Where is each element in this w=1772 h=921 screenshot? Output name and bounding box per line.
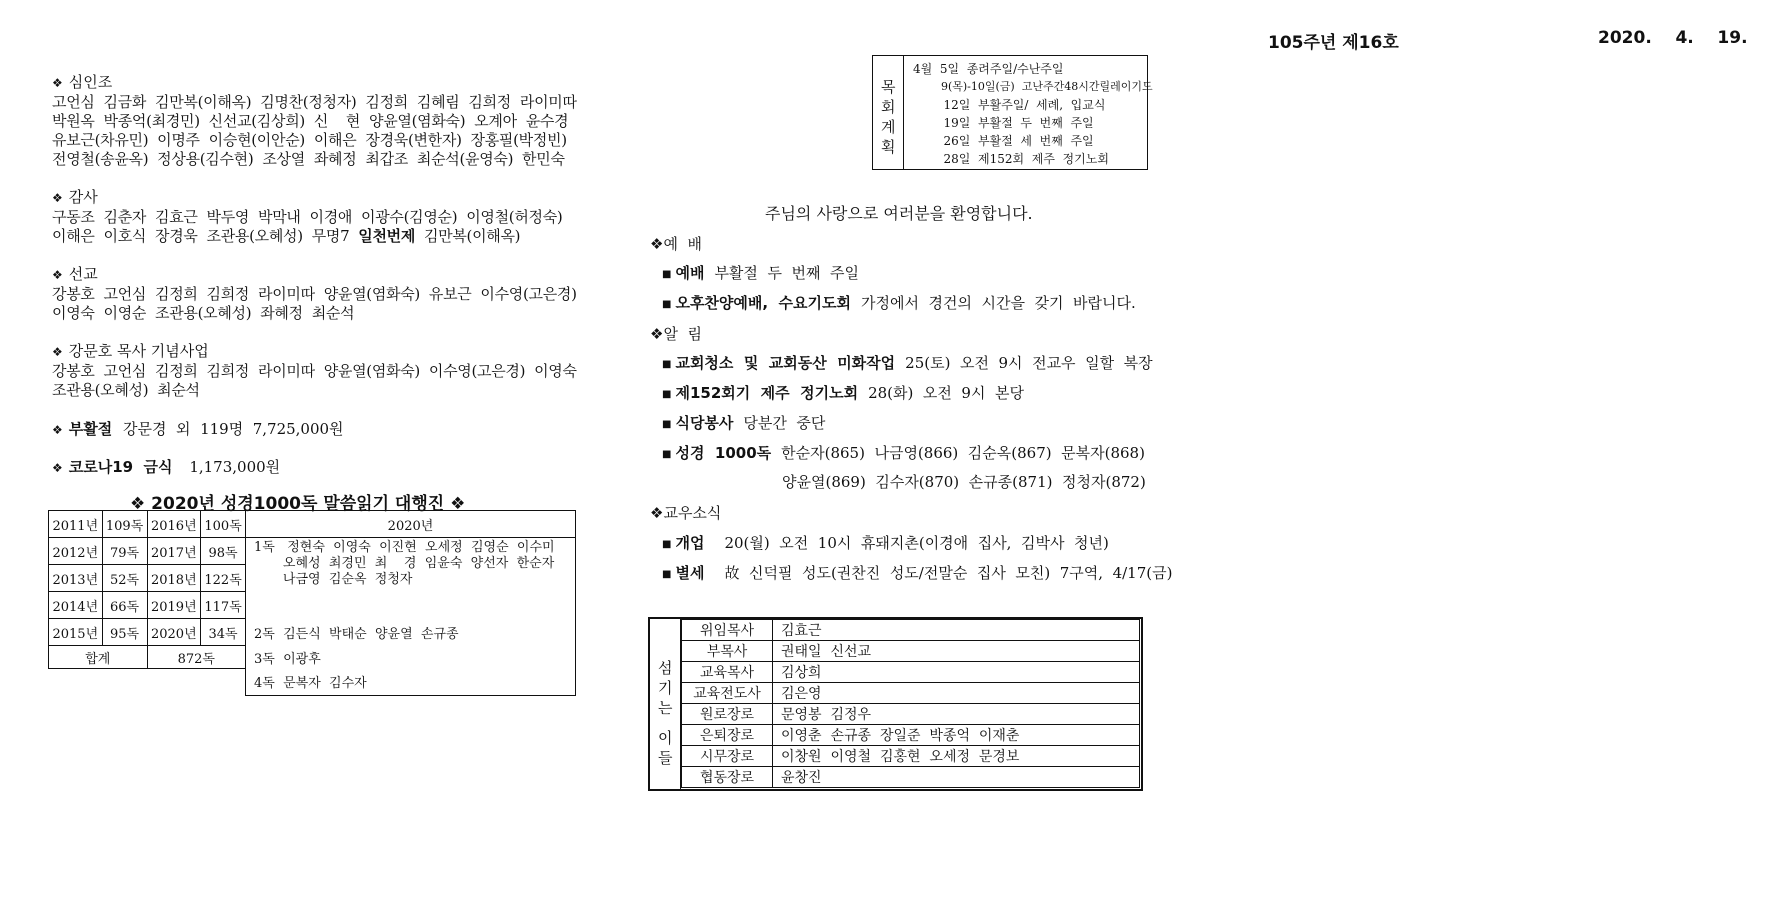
schedule-line: 26일 부활절 세 번째 주일 bbox=[913, 134, 1094, 148]
square-bullet-icon: ■ bbox=[662, 419, 672, 430]
role-cell: 교육전도사 bbox=[682, 683, 773, 704]
side-char: 회 bbox=[881, 98, 896, 116]
side-char: 획 bbox=[881, 138, 896, 156]
text-line: 조관용(오혜성) 최순석 bbox=[52, 381, 200, 399]
section-mission bbox=[52, 264, 592, 323]
notice-item bbox=[662, 352, 1153, 373]
schedule-box bbox=[872, 55, 1153, 170]
table-cell: 2018년 bbox=[147, 565, 201, 592]
news-item bbox=[662, 532, 1109, 553]
text-line: 2독 김든식 박태순 양윤열 손규종 bbox=[254, 626, 459, 642]
names-cell: 권태일 신선교 bbox=[773, 641, 1140, 662]
schedule-side-label bbox=[873, 56, 904, 169]
section-memorial bbox=[52, 341, 592, 400]
table-row bbox=[49, 669, 576, 696]
servants-side-label bbox=[650, 619, 681, 789]
table-cell: 100독 bbox=[201, 511, 246, 538]
highlight-text: 일천번제 bbox=[358, 227, 416, 245]
item-text: 故 신덕필 성도(권찬진 성도/전말순 집사 모친) 7구역, 4/17(금) bbox=[724, 564, 1173, 582]
section-title: 강문호 목사 기념사업 bbox=[68, 342, 209, 360]
item-head: 제152회기 제주 정기노회 bbox=[675, 384, 859, 402]
table-cell bbox=[246, 619, 576, 646]
schedule-line: 4월 5일 종려주일/수난주일 bbox=[913, 62, 1064, 76]
side-char: 목 bbox=[881, 78, 896, 96]
schedule-line: 12일 부활주일/ 세례, 입교식 bbox=[913, 98, 1106, 112]
diamond-icon: ❖ bbox=[444, 494, 466, 514]
reading-table bbox=[48, 510, 576, 696]
news-item bbox=[662, 562, 1172, 583]
item-text: 한순자(865) 나금영(866) 김순옥(867) 문복자(868) bbox=[781, 444, 1145, 462]
reading-title-text: 2020년 성경1000독 말씀읽기 대행진 bbox=[151, 494, 445, 514]
section-title: 부활절 bbox=[68, 420, 113, 438]
item-text: 부활절 두 번째 주일 bbox=[714, 264, 859, 282]
square-bullet-icon: ■ bbox=[662, 269, 672, 280]
easter-offering: 강문경 외 119명 7,725,000원 bbox=[123, 420, 344, 438]
table-cell: 2016년 bbox=[147, 511, 201, 538]
table-cell: 52독 bbox=[102, 565, 147, 592]
table-cell: 2019년 bbox=[147, 592, 201, 619]
notice-item bbox=[662, 382, 1024, 403]
side-char: 섬 bbox=[658, 659, 673, 677]
text-line bbox=[52, 227, 592, 246]
table-cell: 2020년 bbox=[147, 619, 201, 646]
table-cell bbox=[246, 538, 576, 619]
table-cell: 122독 bbox=[201, 565, 246, 592]
item-text: 당분간 중단 bbox=[743, 414, 826, 432]
diamond-icon: ❖ bbox=[52, 191, 63, 205]
names-cell: 김은영 bbox=[773, 683, 1140, 704]
notice-item-continued: 양윤열(869) 김수자(870) 손규종(871) 정청자(872) bbox=[782, 473, 1146, 491]
text-line: 박원옥 박종억(최경민) 신선교(김상희) 신 현 양윤열(염화숙) 오계아 윤수경 bbox=[52, 112, 569, 130]
square-bullet-icon: ■ bbox=[662, 389, 672, 400]
role-cell: 시무장로 bbox=[682, 746, 773, 767]
text-line: 오혜성 최경민 최 경 임윤숙 양선자 한순자 bbox=[254, 556, 555, 571]
text-line: 강봉호 고언심 김정희 김희정 라이미따 양윤열(염화숙) 이수영(고은경) 이영숙 bbox=[52, 362, 577, 380]
table-row bbox=[682, 767, 1140, 788]
item-head: 성경 1000독 bbox=[675, 444, 772, 462]
table-cell: 95독 bbox=[102, 619, 147, 646]
table-row bbox=[49, 646, 576, 669]
item-text: 28(화) 오전 9시 본당 bbox=[868, 384, 1024, 402]
square-bullet-icon: ■ bbox=[662, 569, 672, 580]
diamond-icon: ❖ bbox=[52, 345, 63, 359]
diamond-icon: ❖ bbox=[650, 504, 664, 522]
issue-number: 105주년 제16호 bbox=[1268, 33, 1399, 53]
schedule-line: 28일 제152회 제주 정기노회 bbox=[913, 152, 1109, 166]
welcome-text: 주님의 사랑으로 여러분을 환영합니다. bbox=[765, 204, 1033, 223]
text-span: 이해은 이호식 장경욱 조관용(오혜성) 무명7 bbox=[52, 227, 359, 245]
side-char: 는 bbox=[658, 699, 673, 717]
news-header bbox=[650, 502, 721, 523]
text-line: 전영철(송윤옥) 정상용(김수현) 조상열 좌혜정 최갑조 최순석(윤영숙) 한민숙 bbox=[52, 150, 565, 168]
text-line: 3독 이광후 bbox=[254, 651, 321, 667]
table-row bbox=[49, 511, 576, 538]
item-head: 예배 bbox=[675, 264, 705, 282]
role-cell: 교육목사 bbox=[682, 662, 773, 683]
table-row bbox=[682, 662, 1140, 683]
table-cell: 34독 bbox=[201, 619, 246, 646]
text-line: 이영숙 이영순 조관용(오혜성) 좌혜정 최순석 bbox=[52, 304, 355, 322]
table-cell: 66독 bbox=[102, 592, 147, 619]
role-cell: 은퇴장로 bbox=[682, 725, 773, 746]
worship-item bbox=[662, 262, 859, 283]
item-head: 오후찬양예배, 수요기도회 bbox=[675, 294, 851, 312]
side-char: 이 bbox=[658, 729, 673, 747]
square-bullet-icon: ■ bbox=[662, 539, 672, 550]
square-bullet-icon: ■ bbox=[662, 299, 672, 310]
servants-table bbox=[681, 619, 1140, 788]
item-text: 25(토) 오전 9시 전교우 일할 복장 bbox=[905, 354, 1153, 372]
table-cell: 109독 bbox=[102, 511, 147, 538]
text-line: 고언심 김금화 김만복(이해옥) 김명찬(정청자) 김정희 김혜림 김희정 라이미따 bbox=[52, 93, 577, 111]
header-text: 알 림 bbox=[663, 325, 702, 343]
table-cell: 2011년 bbox=[49, 511, 103, 538]
section-simin bbox=[52, 72, 592, 169]
names-cell: 윤창진 bbox=[773, 767, 1140, 788]
section-fasting bbox=[52, 456, 280, 478]
table-row bbox=[682, 725, 1140, 746]
table-cell: 2020년 bbox=[246, 511, 576, 538]
table-row bbox=[49, 538, 576, 565]
square-bullet-icon: ■ bbox=[662, 449, 672, 460]
table-row bbox=[682, 704, 1140, 725]
table-row bbox=[682, 746, 1140, 767]
table-cell: 2012년 bbox=[49, 538, 103, 565]
notice-item bbox=[662, 442, 1145, 463]
square-bullet-icon: ■ bbox=[662, 359, 672, 370]
text-line: 4독 문복자 김수자 bbox=[254, 676, 367, 691]
worship-header bbox=[650, 233, 702, 254]
side-char: 들 bbox=[658, 749, 673, 767]
section-title: 선교 bbox=[68, 265, 98, 283]
text-span: 김만복(이해옥) bbox=[415, 227, 521, 245]
section-title: 코로나19 금식 bbox=[68, 458, 173, 476]
side-char: 계 bbox=[881, 118, 896, 136]
role-cell: 원로장로 bbox=[682, 704, 773, 725]
item-head: 개업 bbox=[675, 534, 705, 552]
diamond-icon: ❖ bbox=[52, 268, 63, 282]
table-cell: 합계 bbox=[49, 646, 148, 669]
section-thanks bbox=[52, 187, 592, 246]
text-line: 유보근(차유민) 이명주 이승현(이안순) 이해은 장경욱(변한자) 장홍필(박정빈) bbox=[52, 131, 567, 149]
table-cell: 2014년 bbox=[49, 592, 103, 619]
item-text: 20(월) 오전 10시 휴돼지촌(이경애 집사, 김박사 청년) bbox=[724, 534, 1109, 552]
table-cell bbox=[246, 669, 576, 696]
diamond-icon: ❖ bbox=[52, 76, 63, 90]
names-cell: 김효근 bbox=[773, 620, 1140, 641]
table-cell: 79독 bbox=[102, 538, 147, 565]
header-text: 예 배 bbox=[663, 235, 702, 253]
table-cell: 2015년 bbox=[49, 619, 103, 646]
table-row bbox=[49, 619, 576, 646]
names-cell: 김상희 bbox=[773, 662, 1140, 683]
section-easter bbox=[52, 418, 344, 440]
fasting-offering: 1,173,000원 bbox=[189, 458, 281, 476]
table-cell bbox=[49, 669, 246, 696]
text-line: 강봉호 고언심 김정희 김희정 라이미따 양윤열(염화숙) 유보근 이수영(고은경) bbox=[52, 285, 577, 303]
table-cell: 98독 bbox=[201, 538, 246, 565]
item-head: 별세 bbox=[675, 564, 705, 582]
role-cell: 위임목사 bbox=[682, 620, 773, 641]
item-text: 가정에서 경건의 시간을 갖기 바랍니다. bbox=[861, 294, 1136, 312]
table-cell: 872독 bbox=[147, 646, 246, 669]
diamond-icon: ❖ bbox=[650, 325, 664, 343]
diamond-icon: ❖ bbox=[52, 423, 63, 437]
notice-item bbox=[662, 412, 825, 433]
item-head: 교회청소 및 교회동산 미화작업 bbox=[675, 354, 896, 372]
servants-box bbox=[648, 617, 1143, 791]
notice-header bbox=[650, 323, 702, 344]
text-line: 구동조 김춘자 김효근 박두영 박막내 이경애 이광수(김영순) 이영철(허정숙) bbox=[52, 208, 563, 226]
table-cell bbox=[246, 646, 576, 669]
diamond-icon: ❖ bbox=[130, 494, 152, 514]
table-row bbox=[682, 683, 1140, 704]
side-char: 기 bbox=[658, 679, 673, 697]
issue-date: 2020. 4. 19. bbox=[1598, 28, 1748, 48]
role-cell: 부목사 bbox=[682, 641, 773, 662]
text-line: 나금영 김순옥 정청자 bbox=[254, 572, 413, 587]
names-cell: 문영봉 김정우 bbox=[773, 704, 1140, 725]
role-cell: 협동장로 bbox=[682, 767, 773, 788]
table-cell: 2017년 bbox=[147, 538, 201, 565]
section-title: 심인조 bbox=[68, 73, 113, 91]
text-line: 1독 정현숙 이영숙 이진현 오세정 김영순 이수미 bbox=[254, 540, 555, 555]
diamond-icon: ❖ bbox=[52, 461, 63, 475]
table-row bbox=[682, 620, 1140, 641]
header-text: 교우소식 bbox=[663, 504, 722, 522]
section-title: 감사 bbox=[68, 188, 98, 206]
table-row bbox=[682, 641, 1140, 662]
item-head: 식당봉사 bbox=[675, 414, 734, 432]
diamond-icon: ❖ bbox=[650, 235, 664, 253]
table-cell: 117독 bbox=[201, 592, 246, 619]
schedule-line: 19일 부활절 두 번째 주일 bbox=[913, 116, 1094, 130]
schedule-line: 9(목)-10일(금) 고난주간48시간릴레이기도 bbox=[913, 80, 1153, 93]
table-cell: 2013년 bbox=[49, 565, 103, 592]
worship-item bbox=[662, 292, 1136, 313]
names-cell: 이영춘 손규종 장일준 박종억 이재춘 bbox=[773, 725, 1140, 746]
names-cell: 이창원 이영철 김홍현 오세정 문경보 bbox=[773, 746, 1140, 767]
